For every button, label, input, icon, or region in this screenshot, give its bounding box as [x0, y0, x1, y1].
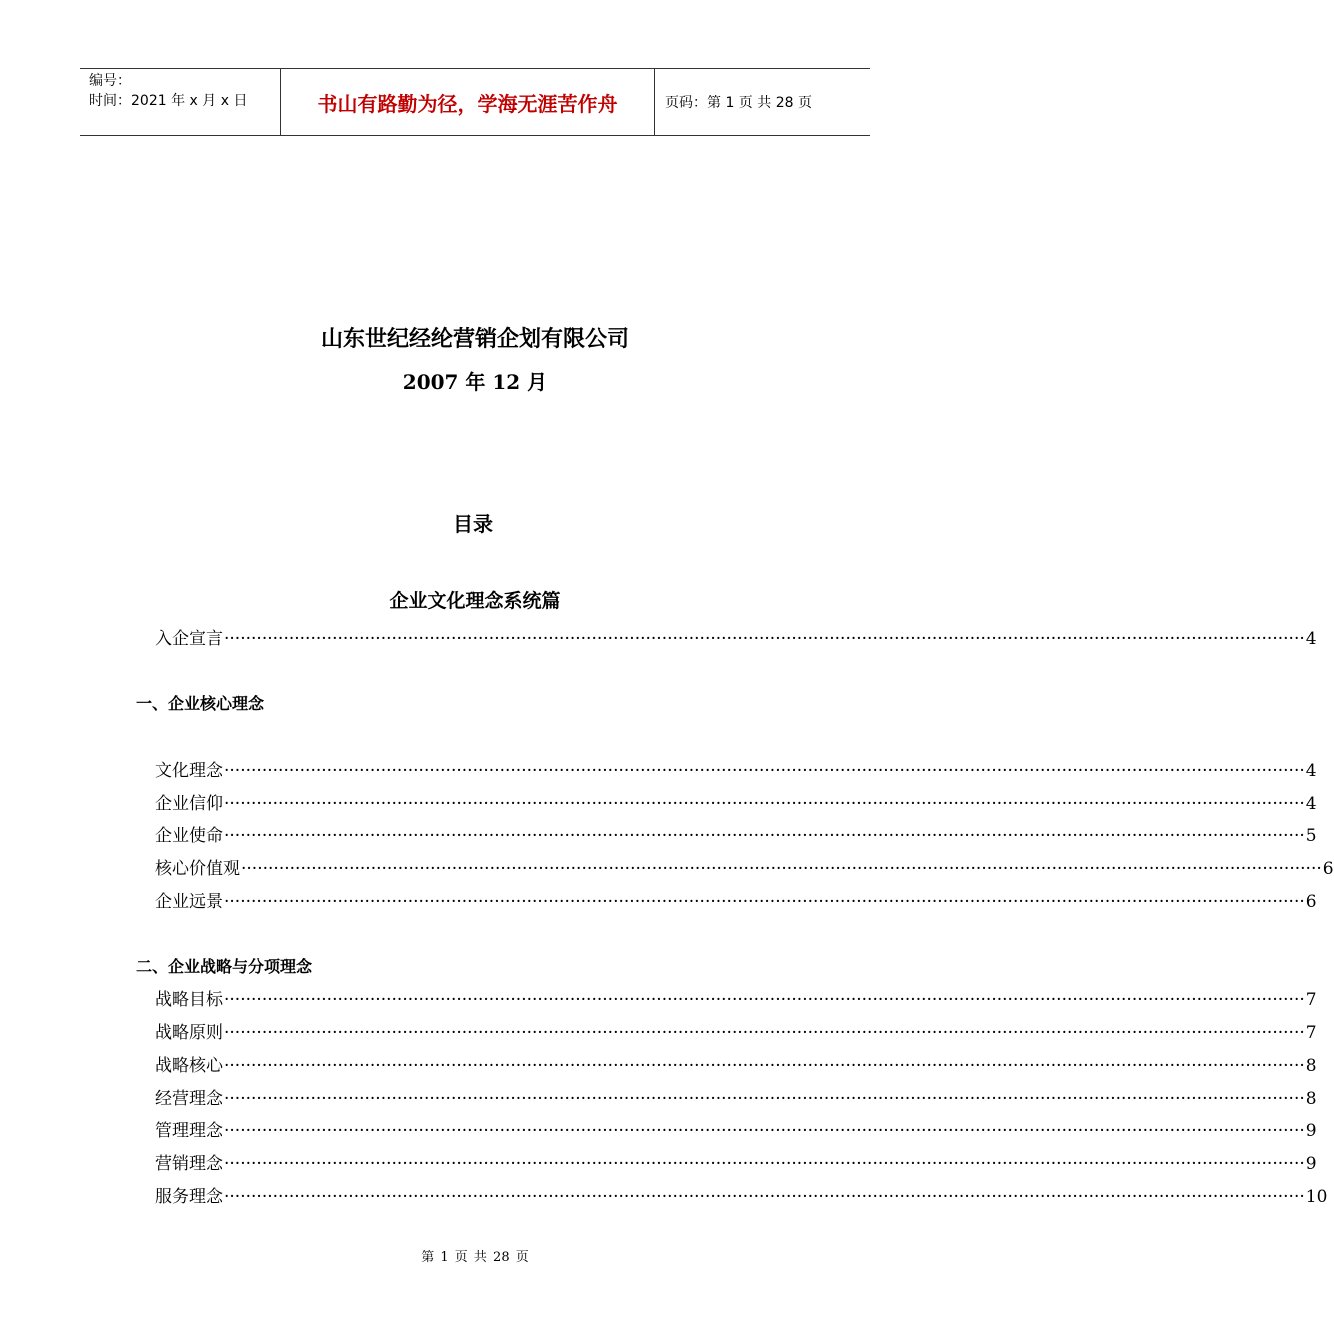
- toc-leader-dots: ········································································································································································································: [224, 1056, 1305, 1076]
- toc-entry-label: 经营理念: [155, 1089, 223, 1109]
- toc-entry-page: 4: [1305, 761, 1317, 781]
- toc-entry-label: 入企宣言: [155, 629, 223, 649]
- toc-entry[interactable]: [155, 821, 1317, 846]
- toc-entry-label: 企业远景: [155, 892, 223, 912]
- toc-leader-dots: ········································································································································································································: [241, 859, 1322, 879]
- toc-leader-dots: ········································································································································································································: [224, 1089, 1305, 1109]
- toc-entry-page: 7: [1305, 1023, 1317, 1043]
- toc-section-heading-1[interactable]: 一、企业核心理念: [136, 694, 265, 713]
- toc-entry[interactable]: [155, 789, 1317, 814]
- toc-part-title: 企业文化理念系统篇: [389, 590, 561, 612]
- toc-entry-page: 8: [1305, 1056, 1317, 1076]
- toc-leader-dots: ········································································································································································································: [224, 1121, 1305, 1141]
- toc-leader-dots: ········································································································································································································: [224, 892, 1305, 912]
- toc-entry[interactable]: [155, 887, 1317, 912]
- document-header: [80, 68, 870, 136]
- toc-leader-dots: ········································································································································································································: [224, 990, 1305, 1010]
- cover-date: 2007 年 12 月: [402, 370, 548, 394]
- toc-entry-intro[interactable]: [155, 624, 1317, 649]
- toc-entry[interactable]: [155, 1018, 1317, 1043]
- toc-leader-dots: ········································································································································································································: [224, 1023, 1305, 1043]
- toc-entry-page: 9: [1305, 1154, 1317, 1174]
- toc-leader-dots: ········································································································································································································: [224, 794, 1305, 814]
- toc-entry-label: 战略原则: [155, 1023, 223, 1043]
- header-page-info: 页码：第 1 页 共 28 页: [665, 95, 812, 111]
- toc-entry-label: 核心价值观: [155, 859, 240, 879]
- toc-section-heading-2[interactable]: 二、企业战略与分项理念: [136, 957, 313, 976]
- toc-entry-label: 营销理念: [155, 1154, 223, 1174]
- toc-entry[interactable]: [155, 1084, 1317, 1109]
- page-footer: 第 1 页 共 28 页: [421, 1250, 529, 1265]
- toc-entry-page: 10: [1305, 1187, 1328, 1207]
- toc-entry-label: 战略目标: [155, 990, 223, 1010]
- company-name: 山东世纪经纶营销企划有限公司: [320, 326, 629, 352]
- toc-entry[interactable]: [155, 985, 1317, 1010]
- header-serial-number: 编号：: [89, 73, 131, 89]
- toc-entry[interactable]: [155, 1116, 1317, 1141]
- toc-entry-page: 4: [1305, 629, 1317, 649]
- toc-entry-label: 文化理念: [155, 761, 223, 781]
- toc-entry-page: 6: [1322, 859, 1334, 879]
- toc-leader-dots: ········································································································································································································: [224, 826, 1305, 846]
- toc-entry-label: 管理理念: [155, 1121, 223, 1141]
- toc-entry-label: 企业信仰: [155, 794, 223, 814]
- header-motto: 书山有路勤为径，学海无涯苦作舟: [281, 69, 655, 135]
- toc-entry-label: 企业使命: [155, 826, 223, 846]
- toc-leader-dots: ········································································································································································································: [224, 761, 1305, 781]
- toc-entry[interactable]: [155, 854, 1334, 879]
- toc-leader-dots: ········································································································································································································: [224, 1187, 1305, 1207]
- toc-entry-page: 5: [1305, 826, 1317, 846]
- toc-entry-page: 7: [1305, 990, 1317, 1010]
- toc-title: 目录: [453, 512, 493, 536]
- toc-entry-page: 4: [1305, 794, 1317, 814]
- toc-entry-page: 9: [1305, 1121, 1317, 1141]
- toc-entry[interactable]: [155, 1149, 1317, 1174]
- toc-entry[interactable]: [155, 1051, 1317, 1076]
- toc-entry-label: 服务理念: [155, 1187, 223, 1207]
- toc-entry-label: 战略核心: [155, 1056, 223, 1076]
- toc-entry-page: 8: [1305, 1089, 1317, 1109]
- toc-leader-dots: ········································································································································································································: [224, 629, 1305, 649]
- header-time: 时间：2021 年 x 月 x 日: [89, 93, 248, 109]
- toc-entry-page: 6: [1305, 892, 1317, 912]
- header-meta-cell: [80, 69, 281, 135]
- toc-leader-dots: ········································································································································································································: [224, 1154, 1305, 1174]
- toc-entry[interactable]: [155, 756, 1317, 781]
- toc-entry[interactable]: [155, 1182, 1328, 1207]
